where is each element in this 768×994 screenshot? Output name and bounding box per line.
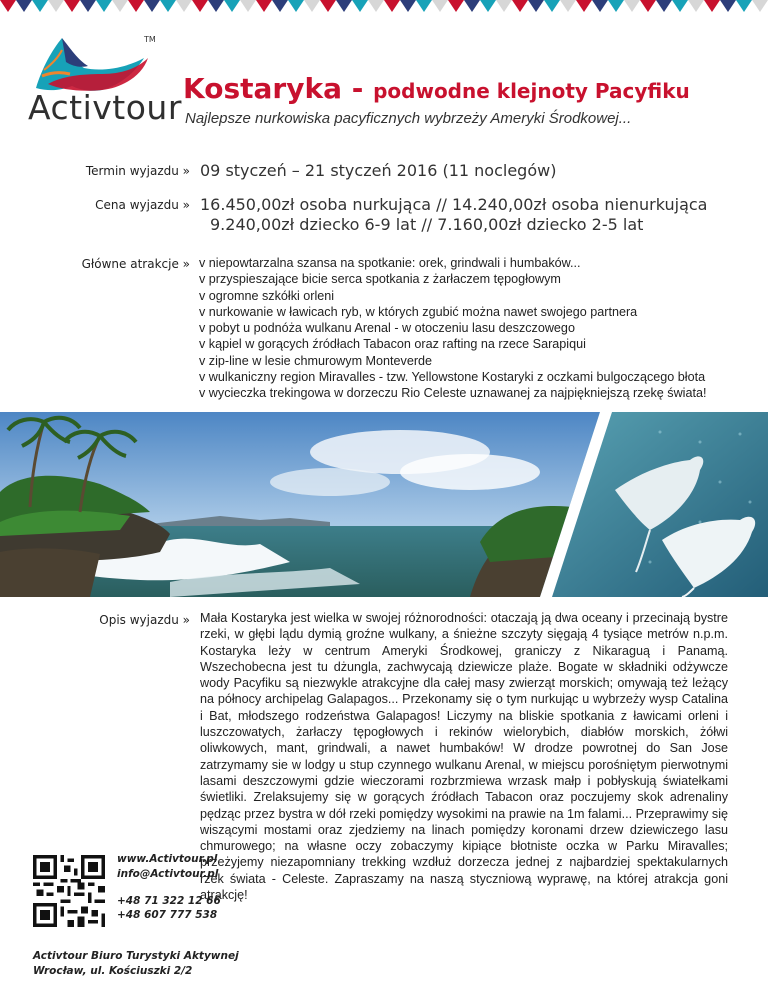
- email-link[interactable]: info@Activtour.pl: [117, 868, 219, 880]
- photo-banner: [0, 412, 768, 597]
- title-sub: podwodne klejnoty Pacyfiku: [373, 79, 690, 103]
- attractions-label: Główne atrakcje »: [81, 257, 190, 271]
- term-label: Termin wyjazdu »: [85, 164, 190, 178]
- list-item: v kąpiel w gorących źródłach Tabacon oraz rafting na rzece Sarapiqui: [199, 337, 586, 352]
- phone-2: +48 607 777 538: [117, 909, 218, 921]
- page-title: [183, 72, 690, 105]
- list-item: v zip-line w lesie chmurowym Monteverde: [199, 353, 433, 368]
- page-subtitle: Najlepsze nurkowiska pacyficznych wybrzeży Ameryki Środkowej...: [185, 110, 632, 127]
- website-link[interactable]: www.Activtour.pl: [117, 853, 218, 865]
- office-name: Activtour Biuro Turystyki Aktywnej: [33, 950, 239, 962]
- list-item: v nurkowanie w ławicach ryb, w których zgubić można nawet swojego partnera: [199, 304, 638, 319]
- description-label: Opis wyjazdu »: [99, 613, 190, 627]
- list-item: v niepowtarzalna szansa na spotkanie: orek, grindwali i humbaków...: [199, 256, 581, 270]
- office-address: Wrocław, ul. Kościuszki 2/2: [33, 965, 193, 977]
- term-value: 09 styczeń – 21 styczeń 2016 (11 noclegów): [200, 161, 557, 180]
- list-item: v wulkaniczny region Miravalles - tzw. Yellowstone Kostaryki z oczkami bulgoczącego błota: [199, 370, 706, 385]
- beach-and-manta-illustration: [0, 412, 768, 597]
- logo-wordmark: Activtour: [28, 88, 182, 127]
- list-item: v ogromne szkółki orleni: [199, 288, 335, 303]
- title-separator: -: [341, 72, 374, 105]
- price-label: Cena wyjazdu »: [95, 198, 190, 212]
- price-line-2: 9.240,00zł dziecko 6-9 lat // 7.160,00zł dziecko 2-5 lat: [210, 215, 644, 234]
- trademark-mark: TM: [144, 35, 156, 44]
- phone-1: +48 71 322 12 66: [117, 895, 221, 907]
- description-text: Mała Kostaryka jest wielka w swojej różnorodności: otaczają ją dwa oceany i przecinają bystre rzeki, w głębi lądu dymią groźne wulkany, a śnieżne szczyty sięgają 4 tysiące metrów n.p.m. Kostaryka leży w centrum Ameryki Środkowej, graniczy z Nikaraguą i Panamą. Wszechobecna jest tu dżungla, zachwycają dziewicze plaże. Bogate w składniki odżywcze wody Pacyfiku są niezwykle atrakcyjne dla całej masy zwierząt morskich; omywają też leżący na północy archipelag Galapagos... Przekonamy się o tym nurkując u wybrzeży wysp Catalina i Bat, młodszego rodzeństwa Galapagos! Liczymy na bliskie spotkania z ławicami orleni i luszczowatych, żarłaczy tępogłowych i rekinów wielorybich, diabłów morskich, żółwi oliwkowych, mant, grindwali, a nawet humbaków! W drodze powrotnej do San Jose zatrzymamy sie w lodgy u stup czynnego wulkanu Arenal, w miejscu porośniętym pierwotnymi lasami deszczowymi gdzie wieczorami rozbrzmiewa wrzask małp i pobłyskują światełkami świetliki. Zrelaksujemy się w gorących źródłach Tabacon oraz poczujemy skok adrenaliny pędząc przez bystra w dół rzeki pomiędzy wysokimi na prawie na 1m falami... Przeprawimy się wiszącymi mostami oraz zjedziemy na linach pomiędzy koronami drzew dziewiczego lasu chmurowego; na własne oczy zobaczymy kipiące błotniste oczka w Parku Miravalles; przeżyjemy niezapomniany trekking wzdłuż dorzecza jednej z najbardziej spektakularnych rzek świata - Celeste. Zapraszamy na naszą styczniową wyprawę, na której atrakcja goni atrakcję!: [200, 611, 728, 903]
- list-item: v pobyt u podnóża wulkanu Arenal - w otoczeniu lasu deszczowego: [199, 321, 575, 336]
- title-main: Kostaryka: [183, 72, 342, 105]
- list-item: v przyspieszające bicie serca spotkania z żarłaczem tępogłowym: [199, 272, 561, 287]
- attractions-list: [199, 255, 706, 402]
- list-item: v wycieczka trekingowa w dorzeczu Rio Celeste uznawanej za najpiękniejszą rzekę świata!: [199, 386, 707, 401]
- qr-code-icon: [33, 855, 105, 927]
- price-line-1: 16.450,00zł osoba nurkująca // 14.240,00zł osoba nienurkująca: [200, 195, 708, 214]
- decorative-zigzag-border: [0, 0, 768, 16]
